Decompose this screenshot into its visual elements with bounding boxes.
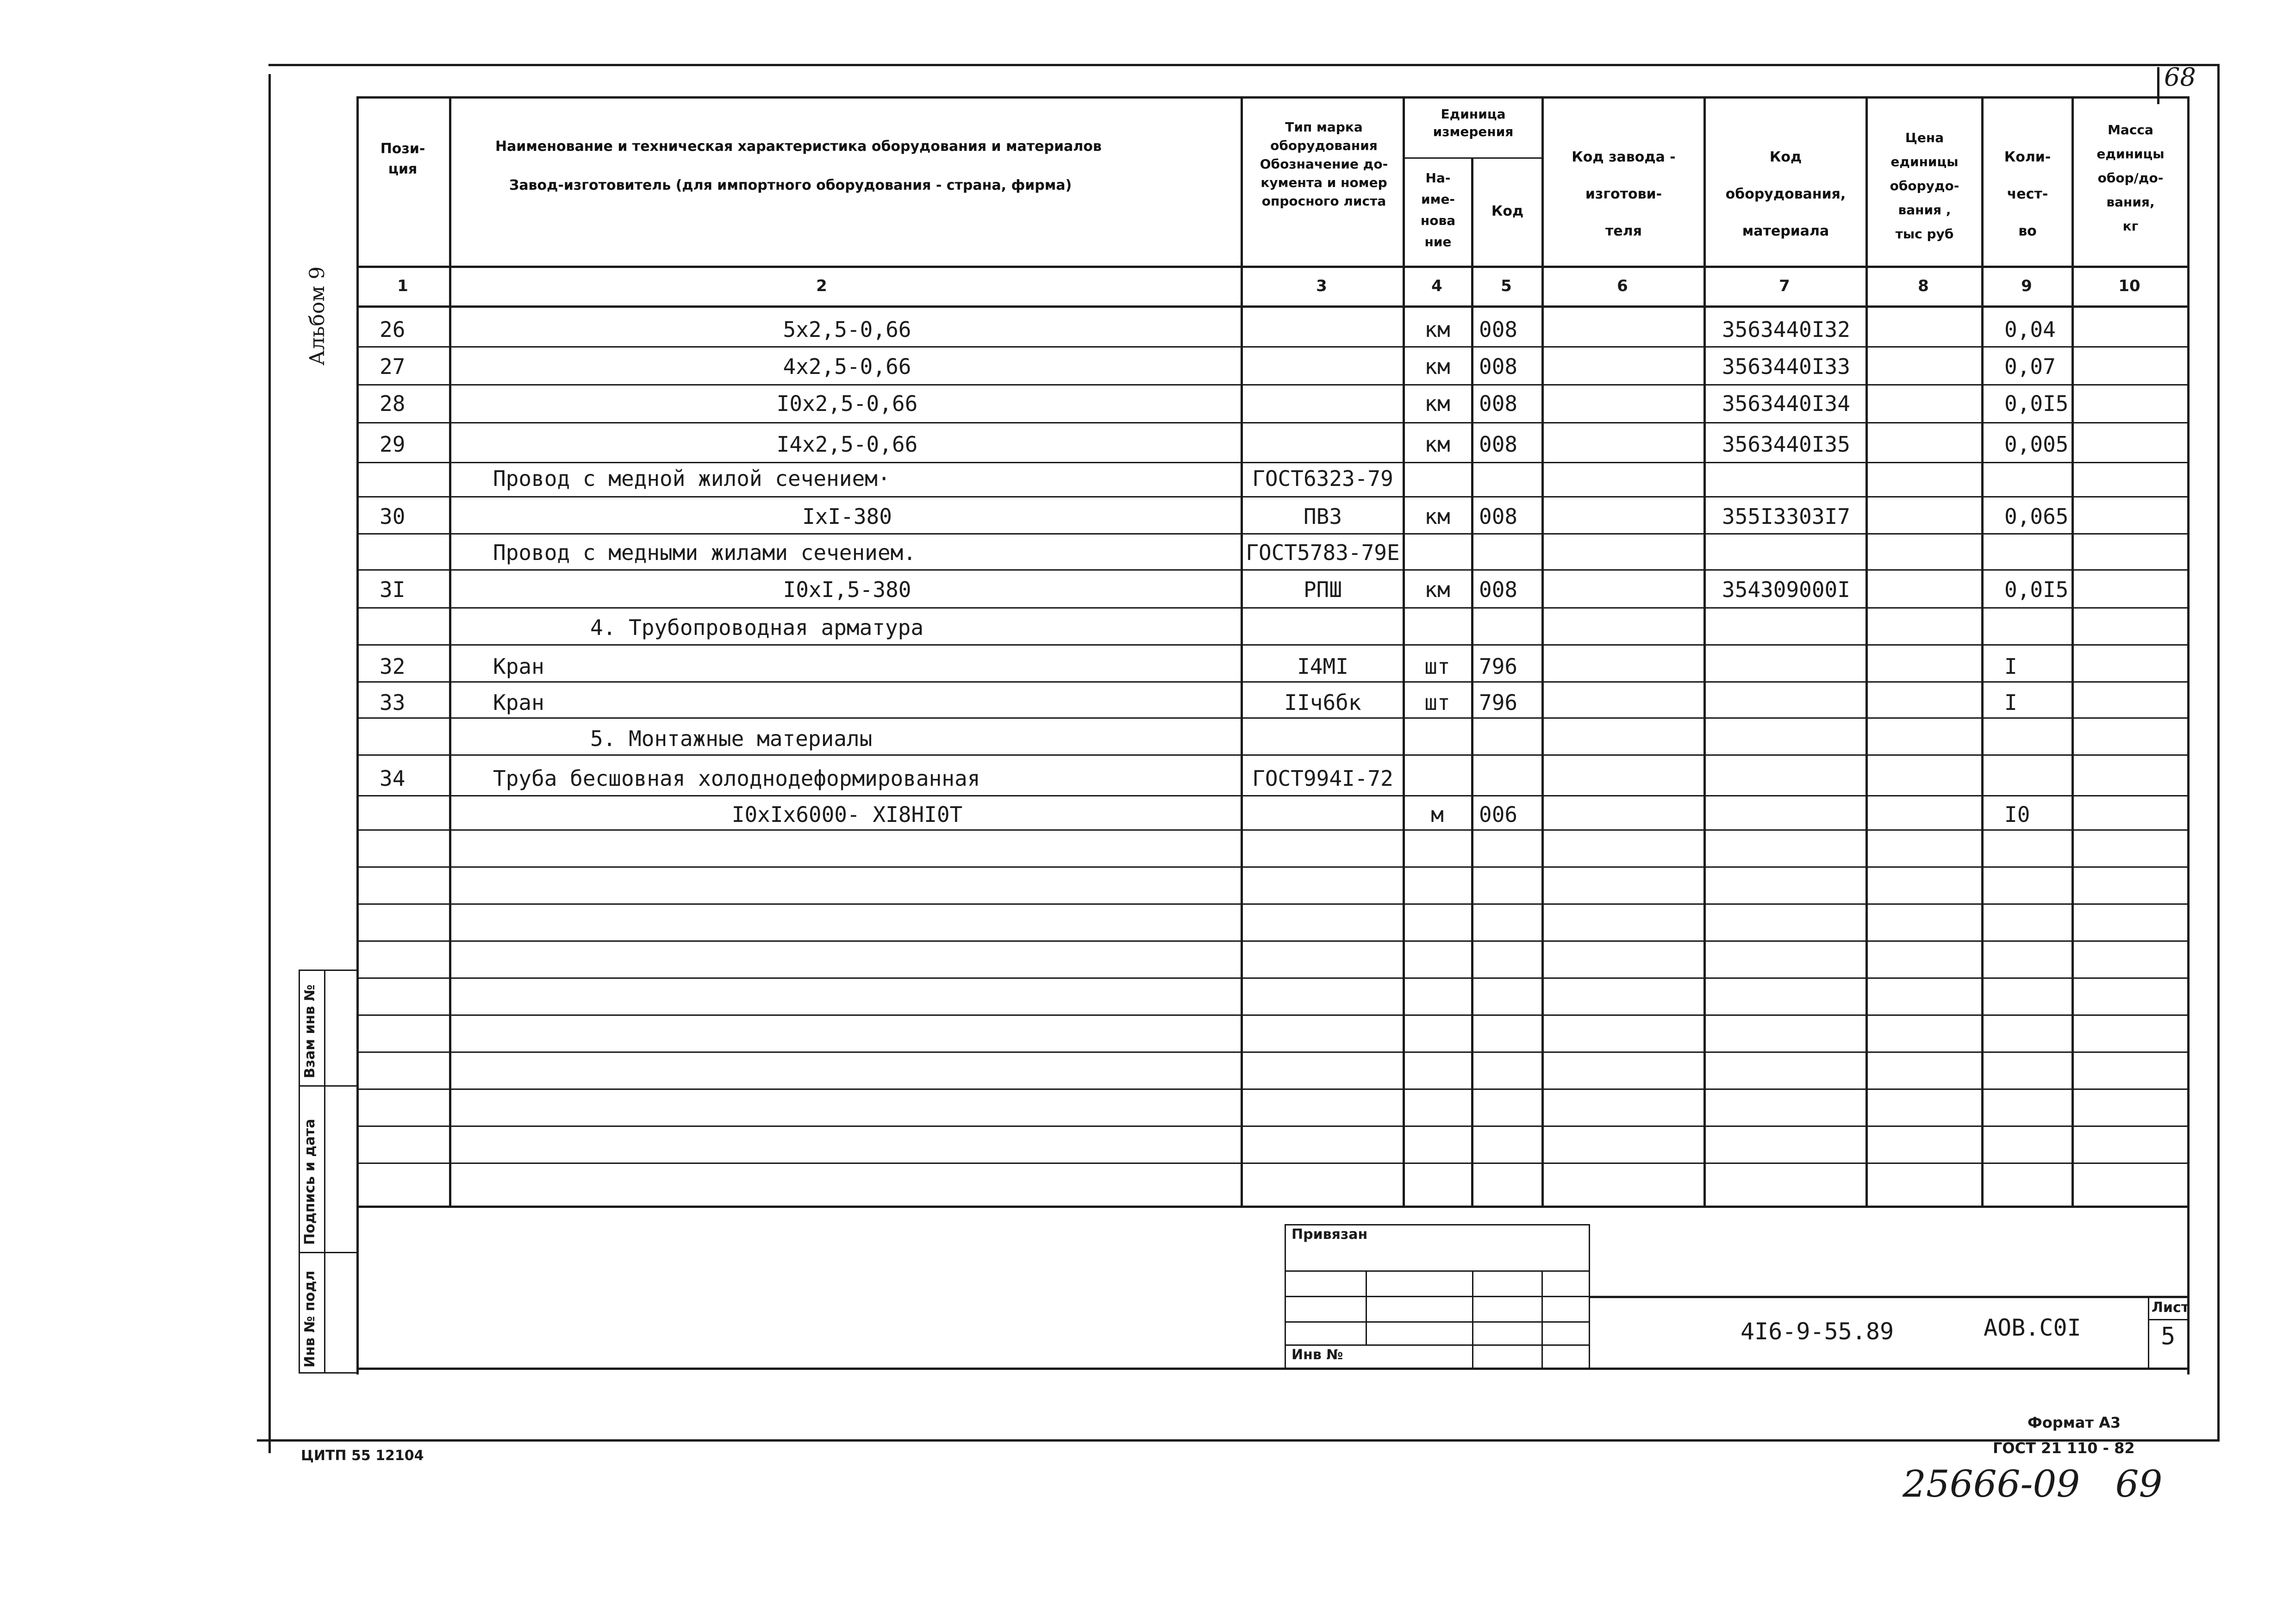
- stamp-left-line: [299, 970, 300, 1372]
- cell-type: IIч6бк: [1284, 690, 1361, 715]
- cell-name: Кран: [493, 690, 544, 715]
- cell-quantity: 0,0I5: [2004, 577, 2069, 602]
- colnum-1: 1: [397, 277, 408, 295]
- cell-code: 008: [1479, 577, 1518, 602]
- handwritten-number: 25666-09 69: [1903, 1462, 2163, 1505]
- colnum-8: 8: [1918, 277, 1929, 295]
- privyazan-col-3: [1541, 1270, 1543, 1368]
- inv-no-label: Инв №: [1292, 1347, 1343, 1363]
- row-separator-line: [356, 829, 2187, 831]
- row-separator-line: [356, 384, 2187, 386]
- cell-name: I4x2,5-0,66: [776, 432, 918, 457]
- cell-unit: км: [1424, 432, 1450, 457]
- table-right-line: [2187, 96, 2190, 1374]
- cell-code: 008: [1479, 432, 1518, 457]
- row-separator-line: [356, 644, 2187, 646]
- cell-name: Провод с медными жилами сечением.: [493, 540, 916, 565]
- colnum-4: 4: [1431, 277, 1442, 295]
- stamp-bottom-line: [299, 1372, 356, 1374]
- cell-unit: км: [1424, 391, 1450, 416]
- cell-equipment-code: 3563440I33: [1722, 354, 1850, 379]
- colnum-7: 7: [1779, 277, 1790, 295]
- row-separator-line: [356, 795, 2187, 796]
- col-line-2: [1241, 96, 1243, 1208]
- cell-equipment-code: 3563440I32: [1722, 317, 1850, 342]
- privyazan-top-line: [1285, 1224, 1590, 1225]
- cell-position: 34: [380, 766, 406, 791]
- row-separator-line: [356, 1014, 2187, 1016]
- cell-name: Провод с медной жилой сечением·: [493, 466, 891, 491]
- row-separator-line: [356, 607, 2187, 609]
- cell-code: 008: [1479, 317, 1518, 342]
- stamp-top-line: [299, 970, 356, 971]
- outer-bottom-line: [257, 1439, 2220, 1442]
- row-separator-line: [356, 1051, 2187, 1053]
- cell-position: 3I: [380, 577, 406, 602]
- privyazan-label: Привязан: [1292, 1226, 1368, 1243]
- colnum-10: 10: [2118, 277, 2140, 295]
- sheet-label: Лист: [2152, 1300, 2190, 1316]
- cell-name: Труба бесшовная холоднодеформированная: [493, 766, 980, 791]
- row-separator-line: [356, 754, 2187, 756]
- header-position: Пози- ция: [380, 141, 425, 177]
- cell-name: I0x2,5-0,66: [776, 391, 918, 416]
- privyazan-line-2: [1285, 1296, 1590, 1297]
- privyazan-line-3: [1285, 1321, 1590, 1323]
- colnum-9: 9: [2021, 277, 2032, 295]
- page-number-top: 68: [2164, 62, 2196, 92]
- colnum-5: 5: [1501, 277, 1512, 295]
- cell-code: 008: [1479, 391, 1518, 416]
- stamp-vzam-label: Взам инв №: [302, 984, 318, 1078]
- cell-quantity: 0,04: [2004, 317, 2056, 342]
- row-separator-line: [356, 681, 2187, 683]
- cell-position: 29: [380, 432, 406, 457]
- privyazan-line-4: [1285, 1344, 1590, 1346]
- cell-type: РПШ: [1303, 577, 1342, 602]
- header-unit-code: Код: [1491, 203, 1524, 219]
- cell-quantity: I: [2004, 654, 2017, 679]
- top-frame-line: [268, 64, 2220, 66]
- stamp-line-2: [299, 1252, 356, 1253]
- col-line-5: [1541, 96, 1544, 1208]
- title-main-top-line: [1590, 1296, 2187, 1298]
- cell-name: IxI-380: [802, 504, 892, 529]
- side-album-label: Альбом 9: [306, 266, 329, 366]
- cell-quantity: I: [2004, 690, 2017, 715]
- cell-type: ГОСТ994I-72: [1252, 766, 1393, 791]
- unit-group-line: [1403, 157, 1541, 159]
- sheet-box-mid-line: [2148, 1319, 2187, 1320]
- cell-code: 008: [1479, 504, 1518, 529]
- row-separator-line: [356, 1126, 2187, 1127]
- header-bottom-line: [356, 266, 2187, 268]
- table-left-line: [356, 96, 359, 1374]
- row-separator-line: [356, 940, 2187, 942]
- cell-name: I0xI,5-380: [783, 577, 911, 602]
- title-block-top-line: [1241, 1206, 2187, 1208]
- header-type: Тип марка оборудования Обозначение до- кумента и номер опросного листа: [1260, 119, 1388, 209]
- sheet-number: 5: [2161, 1323, 2176, 1350]
- header-price: Цена единицы оборудо- вания , тыс руб: [1890, 130, 1959, 242]
- cell-position: 27: [380, 354, 406, 379]
- col-line-1: [449, 96, 451, 1208]
- header-unit-group: Единица измерения: [1433, 106, 1514, 139]
- doc-code: АОВ.С0I: [1984, 1314, 2081, 1341]
- row-separator-line: [356, 717, 2187, 719]
- org-label: ЦИТП 55 12104: [301, 1448, 424, 1464]
- cell-code: 008: [1479, 354, 1518, 379]
- outer-left-line: [268, 74, 271, 1453]
- cell-type: I4МI: [1297, 654, 1348, 679]
- cell-quantity: 0,005: [2004, 432, 2069, 457]
- cell-equipment-code: 355I3303I7: [1722, 504, 1850, 529]
- privyazan-line-1: [1285, 1270, 1590, 1272]
- cell-position: 33: [380, 690, 406, 715]
- cell-equipment-code: 354309000I: [1722, 577, 1850, 602]
- row-separator-line: [356, 346, 2187, 348]
- row-separator-line: [356, 977, 2187, 979]
- cell-unit: км: [1424, 504, 1450, 529]
- cell-type: ГОСТ6323-79: [1252, 466, 1393, 491]
- row-separator-line: [356, 533, 2187, 535]
- row-separator-line: [356, 1088, 2187, 1090]
- doc-number: 4I6-9-55.89: [1741, 1318, 1894, 1345]
- colnum-3: 3: [1316, 277, 1327, 295]
- header-quantity: Коли- чест- во: [2004, 149, 2051, 239]
- cell-name: I0xIx6000- XI8HI0T: [731, 802, 963, 827]
- colnum-2: 2: [816, 277, 827, 295]
- gost-label: ГОСТ 21 110 - 82: [1993, 1439, 2135, 1457]
- sheet-box-left-line: [2148, 1296, 2149, 1368]
- stamp-line-1: [299, 1085, 356, 1087]
- col-line-4: [1471, 157, 1473, 1208]
- stamp-inv-label: Инв № подл: [302, 1270, 318, 1368]
- col-line-8: [1981, 96, 1984, 1208]
- cell-name: 4x2,5-0,66: [783, 354, 911, 379]
- stamp-podpis-label: Подпись и дата: [302, 1119, 318, 1245]
- row-separator-line: [356, 866, 2187, 868]
- cell-quantity: 0,065: [2004, 504, 2069, 529]
- cell-position: 32: [380, 654, 406, 679]
- cell-unit: км: [1424, 577, 1450, 602]
- col-line-3: [1403, 96, 1405, 1208]
- col-line-6: [1703, 96, 1706, 1208]
- privyazan-col-1: [1366, 1270, 1367, 1344]
- cell-name: Кран: [493, 654, 544, 679]
- cell-type: ГОСТ5783-79Е: [1246, 540, 1400, 565]
- cell-position: 26: [380, 317, 406, 342]
- colnum-6: 6: [1617, 277, 1628, 295]
- row-separator-line: [356, 496, 2187, 497]
- cell-position: 28: [380, 391, 406, 416]
- title-bottom-line: [356, 1368, 2187, 1370]
- row-separator-line: [356, 1163, 2187, 1164]
- cell-name: 5. Монтажные материалы: [590, 726, 873, 751]
- col-line-9: [2071, 96, 2074, 1208]
- cell-code: 796: [1479, 654, 1518, 679]
- cell-unit: м: [1431, 802, 1444, 827]
- header-unit-name: На- име- нова ние: [1420, 170, 1456, 249]
- outer-right-line: [2217, 64, 2220, 1441]
- cell-type: ПВЗ: [1303, 504, 1342, 529]
- cell-unit: шт: [1424, 690, 1450, 715]
- privyazan-col-2: [1472, 1270, 1473, 1368]
- header-mass: Масса единицы обор/до- вания, кг: [2096, 122, 2165, 234]
- cell-equipment-code: 3563440I34: [1722, 391, 1850, 416]
- cell-quantity: 0,07: [2004, 354, 2056, 379]
- row-separator-line: [356, 569, 2187, 571]
- header-name: Наименование и техническая характеристика оборудования и материалов Завод-изготовитель (для импортного оборудования - страна, фирма): [495, 138, 1102, 193]
- cell-unit: км: [1424, 317, 1450, 342]
- header-factory-code: Код завода - изготови- теля: [1572, 149, 1676, 239]
- cell-position: 30: [380, 504, 406, 529]
- row-separator-line: [356, 462, 2187, 463]
- cell-code: 006: [1479, 802, 1518, 827]
- cell-name: 5x2,5-0,66: [783, 317, 911, 342]
- cell-unit: км: [1424, 354, 1450, 379]
- row-separator-line: [356, 903, 2187, 905]
- cell-unit: шт: [1424, 654, 1450, 679]
- col-line-7: [1866, 96, 1868, 1208]
- cell-quantity: 0,0I5: [2004, 391, 2069, 416]
- format-label: Формат А3: [2028, 1414, 2121, 1431]
- stamp-mid-line: [324, 970, 325, 1372]
- colnum-bottom-line: [356, 305, 2187, 308]
- cell-quantity: I0: [2004, 802, 2030, 827]
- cell-code: 796: [1479, 690, 1518, 715]
- header-equipment-code: Код оборудования, материала: [1725, 149, 1846, 239]
- cell-equipment-code: 3563440I35: [1722, 432, 1850, 457]
- table-top-line: [356, 96, 2187, 99]
- page-number-divider: [2157, 67, 2159, 104]
- cell-name: 4. Трубопроводная арматура: [590, 615, 924, 640]
- row-separator-line: [356, 422, 2187, 423]
